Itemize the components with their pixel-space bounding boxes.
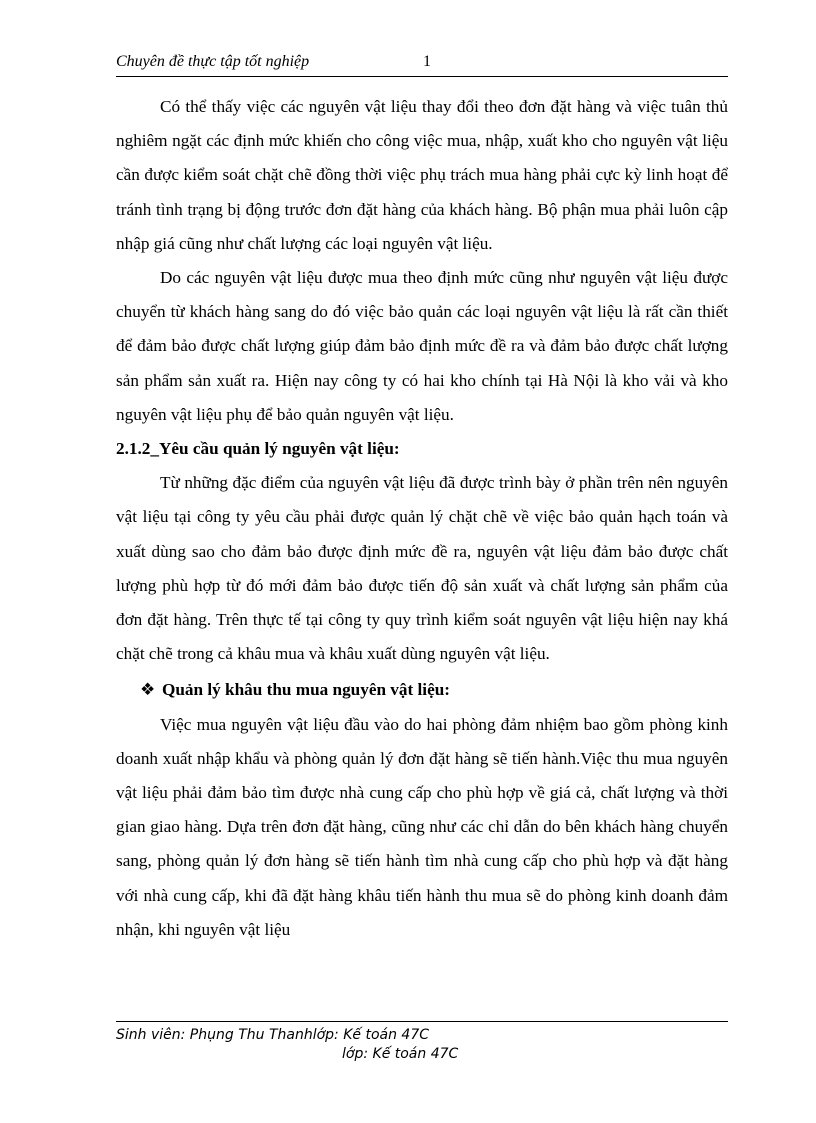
paragraph-management-requirements: Từ những đặc điểm của nguyên vật liệu đã được trình bày ở phần trên nên nguyên vật liệu tại công ty yêu cầu phải được quản lý chặt chẽ về việc bảo quản hạch toán và xuất dùng sao cho đảm bảo được định mức đề ra, nguyên vật liệu đảm bảo được chất lượng phù hợp từ đó mới đảm bảo được tiến độ sản xuất và chất lượng sản phẩm của đơn đặt hàng. Trên thực tế tại công ty quy trình kiểm soát nguyên vật liệu hiện nay khá chặt chẽ trong cả khâu mua và khâu xuất dùng nguyên vật liệu. [116, 473, 728, 664]
paragraph-material-storage: Do các nguyên vật liệu được mua theo định mức cũng như nguyên vật liệu được chuyển từ khách hàng sang do đó việc bảo quản các loại nguyên vật liệu là rất cần thiết để đảm bảo được chất lượng giúp đảm bảo định mức đề ra và đảm bảo được chất lượng sản phẩm sản xuất ra. Hiện nay công ty có hai kho chính tại Hà Nội là kho vải và kho nguyên vật liệu phụ để bảo quản nguyên vật liệu. [116, 268, 728, 424]
paragraph-material-procurement-control: Có thể thấy việc các nguyên vật liệu thay đổi theo đơn đặt hàng và việc tuân thủ nghiêm ngặt các định mức khiến cho công việc mua, nhập, xuất kho cho nguyên vật liệu cần được kiểm soát chặt chẽ đồng thời việc phụ trách mua hàng phải cực kỳ linh hoạt để tránh tình trạng bị động trước đơn đặt hàng của khách hàng. Bộ phận mua phải luôn cập nhập giá cũng như chất lượng các loại nguyên vật liệu. [116, 97, 728, 253]
paragraph-purchasing-process: Việc mua nguyên vật liệu đầu vào do hai phòng đảm nhiệm bao gồm phòng kinh doanh xuất nhập khẩu và phòng quản lý đơn đặt hàng sẽ tiến hành.Việc thu mua nguyên vật liệu phải đảm bảo tìm được nhà cung cấp cho phù hợp về giá cả, chất lượng và thời gian giao hàng. Dựa trên đơn đặt hàng, cũng như các chỉ dẫn do bên khách hàng chuyển sang, phòng quản lý đơn hàng sẽ tiến hành tìm nhà cung cấp cho phù hợp và đặt hàng với nhà cung cấp, khi đã đặt hàng khâu tiến hành thu mua sẽ do phòng kinh doanh đảm nhận, khi nguyên vật liệu [116, 714, 728, 939]
footer-class-line: lớp: Kế toán 47C [342, 1046, 459, 1062]
diamond-bullet-icon: ❖ [140, 680, 156, 700]
document-body [116, 90, 728, 947]
page-number: 1 [423, 53, 431, 70]
bullet-heading [116, 673, 728, 707]
page-footer [116, 1021, 728, 1064]
page-header [116, 52, 728, 77]
header-title: Chuyên đề thực tập tốt nghiệp [116, 53, 310, 70]
bullet-heading-text: Quản lý khâu thu mua nguyên vật liệu: [162, 680, 450, 700]
section-heading: 2.1.2_Yêu cầu quản lý nguyên vật liệu: [116, 439, 400, 459]
footer-student-line: Sinh viên: Phụng Thu Thanhlớp: Kế toán 47C [116, 1027, 429, 1043]
